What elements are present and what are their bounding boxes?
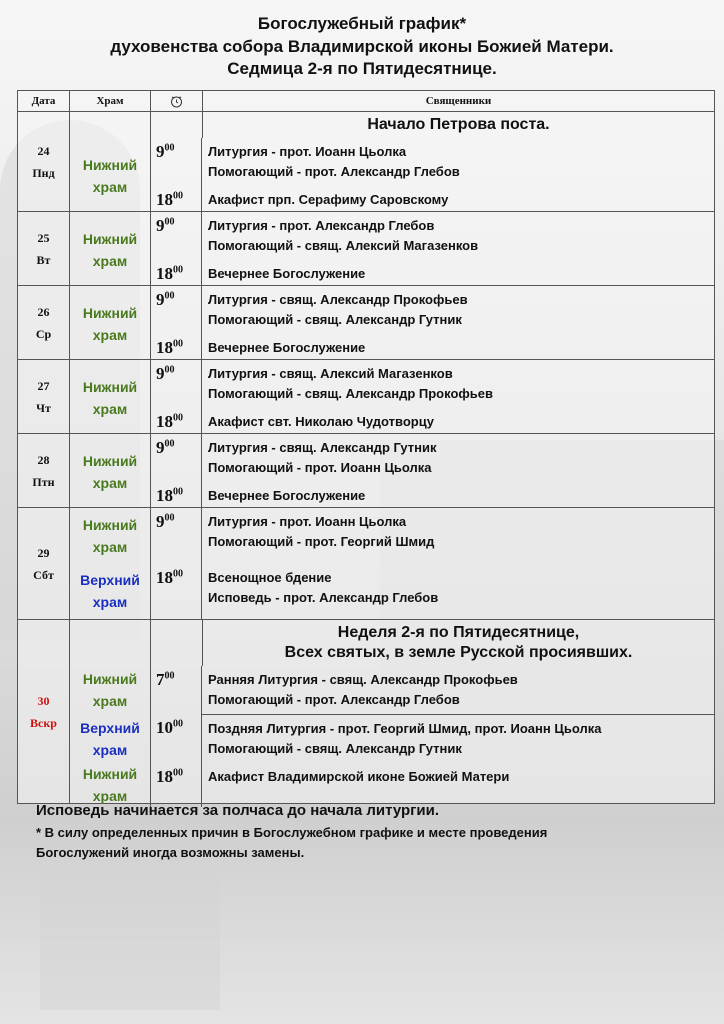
service-slot bbox=[151, 434, 714, 482]
service-line: Помогающий - прот. Георгий Шмид bbox=[208, 534, 435, 549]
service-slot bbox=[151, 186, 714, 214]
time-hour: 7 bbox=[156, 670, 165, 689]
time-hour: 9 bbox=[156, 438, 165, 457]
service-slots bbox=[151, 138, 714, 214]
weekday: Вскр bbox=[30, 715, 57, 730]
time-minutes: 00 bbox=[173, 767, 183, 779]
weekday: Пнд bbox=[32, 165, 55, 180]
service-time bbox=[151, 482, 202, 510]
service-line: Литургия - прот. Александр Глебов bbox=[208, 218, 435, 233]
day-row bbox=[18, 434, 714, 508]
weekday: Чт bbox=[36, 400, 51, 415]
time-hour: 9 bbox=[156, 512, 165, 531]
weekday: Вт bbox=[36, 252, 51, 267]
service-line: Акафист свт. Николаю Чудотворцу bbox=[208, 414, 434, 429]
day-services bbox=[70, 508, 714, 619]
time-minutes: 00 bbox=[173, 264, 183, 276]
temple-label: храм bbox=[92, 594, 128, 611]
time-minutes: 00 bbox=[173, 567, 183, 579]
service-time bbox=[151, 138, 202, 186]
time-hour: 18 bbox=[156, 767, 173, 786]
service-time bbox=[151, 564, 202, 620]
weekday: Птн bbox=[32, 474, 55, 489]
time-minutes: 00 bbox=[173, 412, 183, 424]
priests-cell bbox=[202, 714, 714, 763]
service-block bbox=[70, 564, 714, 620]
service-time bbox=[151, 408, 202, 436]
service-time bbox=[151, 666, 202, 714]
time-hour: 9 bbox=[156, 364, 165, 383]
time-hour: 9 bbox=[156, 216, 165, 235]
day-number: 25 bbox=[37, 230, 50, 245]
temple-label: храм bbox=[92, 401, 128, 417]
day-row bbox=[18, 286, 714, 360]
priests-cell bbox=[202, 564, 714, 620]
day-services bbox=[70, 112, 714, 211]
priests-cell bbox=[202, 763, 714, 807]
service-line: Помогающий - прот. Александр Глебов bbox=[208, 164, 460, 179]
temple-cell bbox=[70, 286, 151, 362]
header-priests: Священники bbox=[425, 95, 492, 107]
service-slot bbox=[151, 482, 714, 510]
service-line: Исповедь - прот. Александр Глебов bbox=[208, 589, 439, 605]
time-minutes: 00 bbox=[164, 290, 175, 302]
temple-label: Нижний bbox=[82, 305, 138, 321]
day-services bbox=[70, 212, 714, 285]
temple-cell bbox=[70, 508, 151, 564]
service-slot bbox=[151, 763, 714, 807]
service-line: Вечернее Богослужение bbox=[208, 488, 366, 503]
service-line: Вечернее Богослужение bbox=[208, 340, 366, 355]
service-slots bbox=[151, 666, 714, 714]
date-cell bbox=[18, 620, 70, 803]
service-slot bbox=[151, 138, 714, 186]
time-minutes: 00 bbox=[173, 718, 183, 730]
temple-label: храм bbox=[92, 788, 128, 804]
service-block bbox=[70, 714, 714, 763]
service-line: Литургия - свящ. Александр Гутник bbox=[208, 440, 437, 455]
priests-cell bbox=[202, 408, 714, 436]
service-line: Всенощное бдение bbox=[208, 569, 332, 585]
temple-cell bbox=[70, 763, 151, 807]
day-row bbox=[18, 112, 714, 212]
day-heading bbox=[203, 112, 714, 138]
schedule-title: Богослужебный график* bbox=[257, 14, 467, 33]
temple-label: храм bbox=[92, 327, 128, 343]
service-line: Литургия - свящ. Александр Прокофьев bbox=[208, 292, 468, 307]
time-minutes: 00 bbox=[164, 364, 175, 376]
time-hour: 18 bbox=[156, 412, 173, 431]
priests-cell bbox=[202, 334, 714, 362]
service-slots bbox=[151, 286, 714, 362]
day-number: 24 bbox=[37, 143, 50, 158]
service-block bbox=[70, 434, 714, 510]
time-minutes: 00 bbox=[164, 438, 175, 450]
date-cell bbox=[18, 212, 70, 285]
day-number: 30 bbox=[37, 693, 50, 708]
day-row bbox=[18, 360, 714, 434]
temple-label: Нижний bbox=[82, 453, 138, 469]
service-slot bbox=[151, 286, 714, 334]
temple-label: храм bbox=[92, 538, 128, 555]
time-minutes: 00 bbox=[164, 216, 175, 228]
service-time bbox=[151, 763, 202, 807]
service-slots bbox=[151, 564, 714, 620]
priests-cell bbox=[202, 186, 714, 214]
temple-label: Верхний bbox=[80, 572, 140, 589]
temple-cell bbox=[70, 138, 151, 214]
time-hour: 18 bbox=[156, 567, 173, 587]
day-services bbox=[70, 620, 714, 803]
service-time bbox=[151, 212, 202, 260]
time-hour: 10 bbox=[156, 718, 173, 737]
time-hour: 18 bbox=[156, 486, 173, 505]
temple-label: храм bbox=[92, 253, 128, 269]
priests-cell bbox=[202, 260, 714, 288]
heading-row bbox=[70, 112, 714, 138]
service-line: Поздняя Литургия - прот. Георгий Шмид, прот. Иоанн Цьолка bbox=[208, 721, 602, 736]
service-block bbox=[70, 212, 714, 288]
day-services bbox=[70, 286, 714, 359]
confession-note: Исповедь начинается за полчаса до начала литургии. bbox=[36, 802, 440, 819]
heading-line: Всех святых, в земле Русской просиявших. bbox=[284, 644, 633, 661]
temple-label: Нижний bbox=[82, 671, 138, 687]
service-slot bbox=[151, 360, 714, 408]
day-row bbox=[18, 508, 714, 620]
service-line: Помогающий - прот. Александр Глебов bbox=[208, 692, 460, 707]
service-line: Акафист Владимирской иконе Божией Матери bbox=[208, 769, 510, 784]
temple-label: Нижний bbox=[82, 231, 138, 247]
date-cell bbox=[18, 112, 70, 211]
service-time bbox=[151, 508, 202, 564]
temple-label: храм bbox=[92, 179, 128, 195]
service-line: Помогающий - свящ. Александр Гутник bbox=[208, 741, 462, 756]
temple-label: храм bbox=[92, 693, 128, 709]
temple-label: Верхний bbox=[80, 719, 140, 736]
service-slots bbox=[151, 434, 714, 510]
date-cell bbox=[18, 434, 70, 507]
service-time bbox=[151, 286, 202, 334]
service-line: Вечернее Богослужение bbox=[208, 266, 366, 281]
service-time bbox=[151, 714, 202, 763]
day-heading bbox=[203, 620, 714, 666]
service-time bbox=[151, 334, 202, 362]
service-line: Помогающий - свящ. Александр Гутник bbox=[208, 312, 462, 327]
date-cell bbox=[18, 508, 70, 619]
time-hour: 9 bbox=[156, 290, 165, 309]
service-slot bbox=[151, 666, 714, 714]
schedule-subtitle: духовенства собора Владимирской иконы Божией Матери. bbox=[110, 37, 614, 56]
service-slots bbox=[151, 212, 714, 288]
day-row bbox=[18, 212, 714, 286]
time-minutes: 00 bbox=[173, 190, 183, 202]
temple-label: Нижний bbox=[82, 379, 138, 395]
background-gate bbox=[40, 860, 220, 1010]
time-minutes: 00 bbox=[173, 338, 183, 350]
service-slot bbox=[151, 714, 714, 763]
service-line: Литургия - свящ. Алексий Магазенков bbox=[208, 366, 453, 381]
service-slots bbox=[151, 508, 714, 564]
priests-cell bbox=[202, 482, 714, 510]
service-block bbox=[70, 508, 714, 564]
time-minutes: 00 bbox=[164, 512, 175, 524]
service-slot bbox=[151, 212, 714, 260]
disclaimer-line-2: Богослужений иногда возможны замены. bbox=[36, 845, 305, 860]
time-minutes: 00 bbox=[164, 670, 175, 682]
schedule-table bbox=[17, 90, 715, 804]
table-header bbox=[18, 91, 714, 112]
header-date: Дата bbox=[18, 91, 70, 111]
day-number: 26 bbox=[37, 304, 50, 319]
service-slot bbox=[151, 260, 714, 288]
service-time bbox=[151, 260, 202, 288]
clock-icon bbox=[151, 91, 203, 111]
day-services bbox=[70, 360, 714, 433]
service-block bbox=[70, 286, 714, 362]
day-number: 28 bbox=[37, 452, 50, 467]
service-slot bbox=[151, 334, 714, 362]
heading-row bbox=[70, 620, 714, 666]
weekday: Ср bbox=[35, 326, 52, 341]
service-slots bbox=[151, 763, 714, 807]
date-cell bbox=[18, 286, 70, 359]
service-line: Ранняя Литургия - свящ. Александр Прокофьев bbox=[208, 672, 518, 687]
priests-cell bbox=[202, 508, 714, 564]
header-temple: Храм bbox=[70, 91, 151, 111]
weekday: Сбт bbox=[33, 567, 54, 582]
service-block bbox=[70, 138, 714, 214]
service-slot bbox=[151, 508, 714, 564]
service-slots bbox=[151, 360, 714, 436]
temple-label: Нижний bbox=[82, 516, 138, 533]
time-hour: 18 bbox=[156, 264, 173, 283]
temple-cell bbox=[70, 212, 151, 288]
priests-cell bbox=[202, 138, 714, 186]
time-hour: 18 bbox=[156, 338, 173, 357]
date-cell bbox=[18, 360, 70, 433]
service-slot bbox=[151, 408, 714, 436]
time-hour: 18 bbox=[156, 190, 173, 209]
disclaimer-line-1: * В силу определенных причин в Богослужебном графике и месте проведения bbox=[36, 825, 548, 840]
temple-label: храм bbox=[92, 475, 128, 491]
priests-cell bbox=[202, 666, 714, 714]
priests-cell bbox=[202, 286, 714, 334]
heading-line: Начало Петрова поста. bbox=[367, 116, 550, 133]
temple-cell bbox=[70, 714, 151, 763]
service-line: Литургия - прот. Иоанн Цьолка bbox=[208, 514, 407, 529]
time-minutes: 00 bbox=[173, 486, 183, 498]
priests-cell bbox=[202, 212, 714, 260]
priests-cell bbox=[202, 434, 714, 482]
time-minutes: 00 bbox=[164, 142, 175, 154]
heading-line: Неделя 2-я по Пятидесятнице, bbox=[337, 624, 580, 641]
service-time bbox=[151, 186, 202, 214]
temple-cell bbox=[70, 434, 151, 510]
service-block bbox=[70, 360, 714, 436]
service-line: Акафист прп. Серафиму Саровскому bbox=[208, 192, 449, 207]
service-slots bbox=[151, 714, 714, 763]
day-number: 29 bbox=[37, 545, 50, 560]
temple-cell bbox=[70, 564, 151, 620]
day-services bbox=[70, 434, 714, 507]
service-slot bbox=[151, 564, 714, 620]
day-row bbox=[18, 620, 714, 803]
temple-label: храм bbox=[92, 741, 128, 758]
priests-cell bbox=[202, 360, 714, 408]
temple-label: Нижний bbox=[82, 157, 138, 173]
temple-cell bbox=[70, 666, 151, 714]
service-line: Помогающий - свящ. Алексий Магазенков bbox=[208, 238, 479, 253]
week-title: Седмица 2-я по Пятидесятнице. bbox=[227, 59, 497, 78]
temple-label: Нижний bbox=[82, 766, 138, 782]
service-time bbox=[151, 360, 202, 408]
service-time bbox=[151, 434, 202, 482]
service-block bbox=[70, 666, 714, 714]
service-line: Литургия - прот. Иоанн Цьолка bbox=[208, 144, 407, 159]
time-hour: 9 bbox=[156, 142, 165, 161]
temple-cell bbox=[70, 360, 151, 436]
day-number: 27 bbox=[37, 378, 50, 393]
service-line: Помогающий - прот. Иоанн Цьолка bbox=[208, 460, 432, 475]
service-line: Помогающий - свящ. Александр Прокофьев bbox=[208, 386, 493, 401]
service-block bbox=[70, 763, 714, 807]
